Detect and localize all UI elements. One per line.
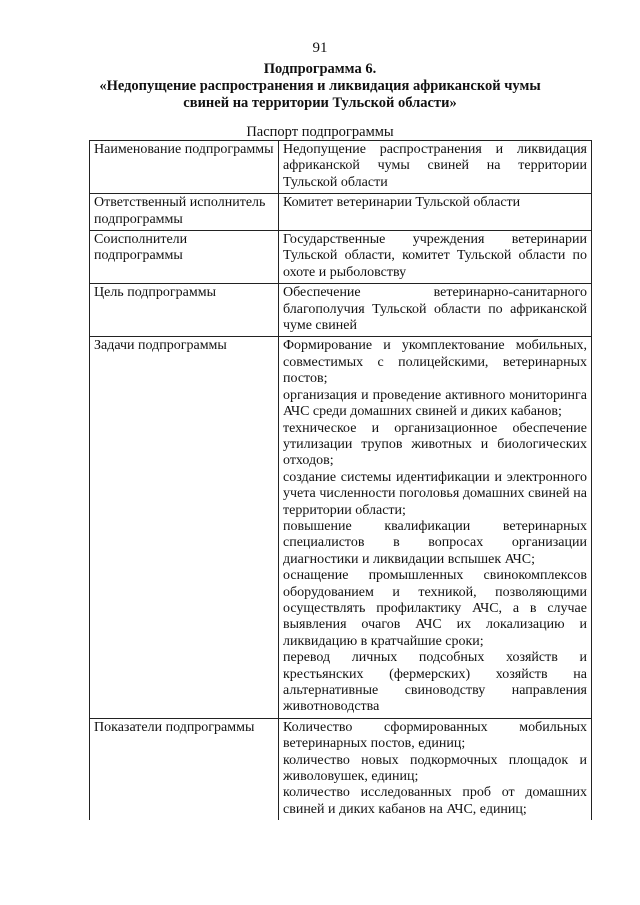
- heading-line-3: свиней на территории Тульской области»: [183, 95, 457, 111]
- row-label: Соисполнители подпрограммы: [90, 231, 279, 284]
- table-row: [90, 231, 592, 284]
- table-caption: Паспорт подпрограммы: [246, 124, 394, 140]
- task-item: повышение квалификации ветеринарных специалистов в вопросах организации диагностики и ликвидации вспышек АЧС;: [283, 518, 587, 567]
- heading-line-1: Подпрограмма 6.: [263, 61, 377, 77]
- row-label: Задачи подпрограммы: [90, 337, 279, 718]
- subprogram-heading: [60, 61, 580, 112]
- row-label: Цель подпрограммы: [90, 284, 279, 337]
- row-value: [279, 337, 592, 718]
- task-item: организация и проведение активного мониторинга АЧС среди домашних свиней и диких кабанов;: [283, 387, 587, 420]
- task-item: создание системы идентификации и электронного учета численности поголовья домашних свиней на территории области;: [283, 469, 587, 518]
- row-value: [279, 284, 592, 337]
- row-label: Ответственный исполнитель подпрограммы: [90, 194, 279, 231]
- value-paragraph: Государственные учреждения ветеринарии Тульской области, комитет Тульской области по охоте и рыболовству: [283, 232, 587, 280]
- value-paragraph: Комитет ветеринарии Тульской области: [283, 195, 521, 211]
- task-item: перевод личных подсобных хозяйств и крестьянских (фермерских) хозяйств на альтернативные свиноводству направления животноводства: [283, 650, 587, 715]
- value-paragraph: Недопущение распространения и ликвидация африканской чумы свиней на территории Тульской области: [283, 142, 587, 190]
- row-value: [279, 718, 592, 820]
- table-row: [90, 718, 592, 820]
- heading-line-2: «Недопущение распространения и ликвидация африканской чумы: [99, 78, 541, 94]
- row-label: Показатели подпрограммы: [90, 718, 279, 820]
- row-label: Наименование подпрограммы: [90, 141, 279, 194]
- table-row: [90, 284, 592, 337]
- row-value: [279, 231, 592, 284]
- row-value: [279, 141, 592, 194]
- indicator-item: количество исследованных проб от домашних свиней и диких кабанов на АЧС, единиц;: [283, 785, 587, 817]
- indicator-item: количество новых подкормочных площадок и живоловушек, единиц;: [283, 752, 587, 785]
- table-row: [90, 337, 592, 718]
- table-row: [90, 141, 592, 194]
- page-number: 91: [312, 40, 328, 56]
- passport-table: [89, 140, 592, 820]
- task-item: техническое и организационное обеспечение утилизации трупов животных и биологических отходов;: [283, 420, 587, 469]
- task-item: Формирование и укомплектование мобильных, совместимых с полицейскими, ветеринарных постов;: [283, 338, 587, 387]
- table-row: [90, 194, 592, 231]
- row-value: [279, 194, 592, 231]
- value-paragraph: Обеспечение ветеринарно-санитарного благополучия Тульской области по африканской чуме свиней: [283, 285, 587, 334]
- task-item: оснащение промышленных свинокомплексов оборудованием и техникой, позволяющими осуществлять профилактику АЧС, а в случае выявления очагов АЧС их локализацию и ликвидацию в кратчайшие сроки;: [283, 568, 587, 649]
- indicator-item: Количество сформированных мобильных ветеринарных постов, единиц;: [283, 719, 587, 752]
